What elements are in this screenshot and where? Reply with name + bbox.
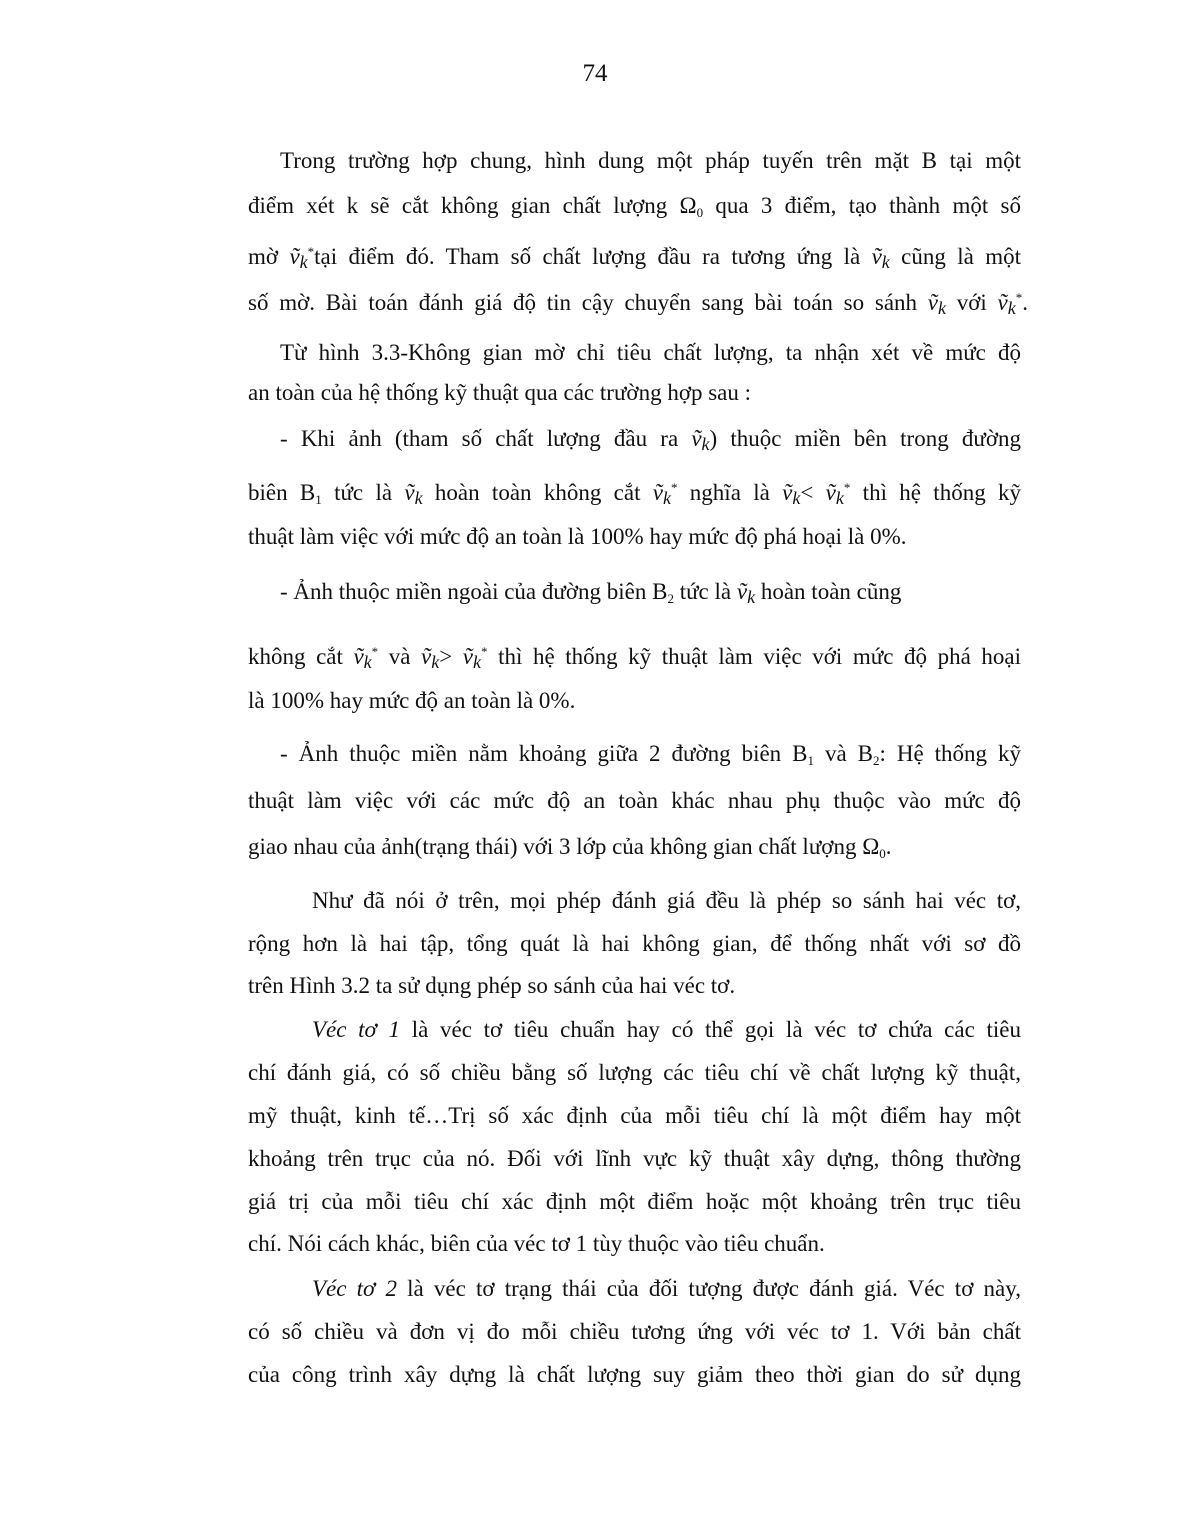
text-line: - Ảnh thuộc miền ngoài của đường biên $B_2$ tức là ṽ$_k$ hoàn toàn cũng [280, 577, 901, 614]
text-line: thuật làm việc với các mức độ an toàn khác nhau phụ thuộc vào mức độ [248, 788, 1021, 813]
text-line: điểm xét k sẽ cắt không gian chất lượng $\Omega_0$ qua 3 điểm, tạo thành một số [248, 193, 1021, 220]
text-line: không cắt ṽ$_k$* và ṽ$_k$> ṽ$_k$* thì hệ thống kỹ thuật làm việc với mức độ phá hoại [248, 637, 1021, 677]
v-k-star-symbol: ṽ$_k$* [353, 644, 379, 672]
v-k-symbol: ṽ$_k$ [871, 244, 890, 272]
text-line: số mờ. Bài toán đánh giá độ tin cậy chuyển sang bài toán so sánh ṽ$_k$ với ṽ$_k$*. [248, 283, 1028, 323]
v-k-symbol: ṽ$_k$ [736, 579, 756, 607]
text-line: giao nhau của ảnh(trạng thái) với 3 lớp của không gian chất lượng $\Omega_0$. [248, 834, 892, 861]
v-k-star-symbol: ṽ$_k$* [652, 480, 678, 508]
text-line: Từ hình 3.3-Không gian mờ chỉ tiêu chất lượng, ta nhận xét về mức độ [280, 340, 1021, 365]
text-line: của công trình xây dựng là chất lượng suy giảm theo thời gian do sử dụng [248, 1362, 1021, 1387]
v-k-symbol: ṽ$_k$ [782, 480, 801, 508]
text-line: là 100% hay mức độ an toàn là 0%. [248, 688, 576, 713]
text-line: có số chiều và đơn vị đo mỗi chiều tương ứng với véc tơ 1. Với bản chất [248, 1319, 1021, 1344]
text-line: Véc tơ 1 là véc tơ tiêu chuẩn hay có thể gọi là véc tơ chứa các tiêu [312, 1017, 1021, 1042]
text-line: biên $B_1$ tức là ṽ$_k$ hoàn toàn không cắt ṽ$_k$* nghĩa là ṽ$_k$< ṽ$_k$* thì hệ thống kỹ [248, 473, 1021, 515]
text-line: Véc tơ 2 là véc tơ trạng thái của đối tượng được đánh giá. Véc tơ này, [312, 1276, 1021, 1301]
text-line: chí. Nói cách khác, biên của véc tơ 1 tùy thuộc vào tiêu chuẩn. [248, 1231, 825, 1256]
v-k-symbol: ṽ$_k$ [927, 290, 946, 318]
text-line: khoảng trên trục của nó. Đối với lĩnh vực kỹ thuật xây dựng, thông thường [248, 1146, 1021, 1171]
v-k-star-symbol: ṽ$_k$* [825, 480, 851, 508]
text-line: - Ảnh thuộc miền nằm khoảng giữa 2 đường biên $B_1$ và $B_2$: Hệ thống kỹ [280, 741, 1021, 768]
text-line: chí đánh giá, có số chiều bằng số lượng các tiêu chí về chất lượng kỹ thuật, [248, 1060, 1021, 1085]
text-line: Trong trường hợp chung, hình dung một pháp tuyến trên mặt B tại một [280, 148, 1021, 173]
text-line: rộng hơn là hai tập, tổng quát là hai không gian, để thống nhất với sơ đồ [248, 931, 1021, 956]
text-line: mỹ thuật, kinh tế…Trị số xác định của mỗi tiêu chí là một điểm hay một [248, 1103, 1021, 1128]
text-line: mờ ṽ$_k$*tại điểm đó. Tham số chất lượng đầu ra tương ứng là ṽ$_k$ cũng là một [248, 237, 1021, 277]
v-k-symbol: ṽ$_k$ [421, 644, 440, 672]
text-line: an toàn của hệ thống kỹ thuật qua các trường hợp sau : [248, 380, 752, 405]
text-line: Như đã nói ở trên, mọi phép đánh giá đều là phép so sánh hai véc tơ, [312, 888, 1021, 913]
v-k-symbol: ṽ$_k$ [404, 480, 423, 508]
text-line: giá trị của mỗi tiêu chí xác định một điểm hoặc một khoảng trên trục tiêu [248, 1189, 1021, 1214]
text-line: thuật làm việc với mức độ an toàn là 100% hay mức độ phá hoại là 0%. [248, 524, 907, 549]
vector-1-term: Véc tơ 1 [312, 1017, 401, 1042]
v-k-star-symbol: ṽ$_k$* [997, 290, 1023, 318]
v-k-star-symbol: ṽ$_k$* [289, 244, 315, 272]
page-number: 74 [582, 60, 608, 87]
text-line: - Khi ảnh (tham số chất lượng đầu ra ṽ$_k$) thuộc miền bên trong đường [280, 424, 1021, 459]
v-k-symbol: ṽ$_k$ [691, 426, 710, 454]
vector-2-term: Véc tơ 2 [312, 1276, 397, 1301]
text-line: trên Hình 3.2 ta sử dụng phép so sánh của hai véc tơ. [248, 973, 736, 998]
v-k-star-symbol: ṽ$_k$* [462, 644, 488, 672]
